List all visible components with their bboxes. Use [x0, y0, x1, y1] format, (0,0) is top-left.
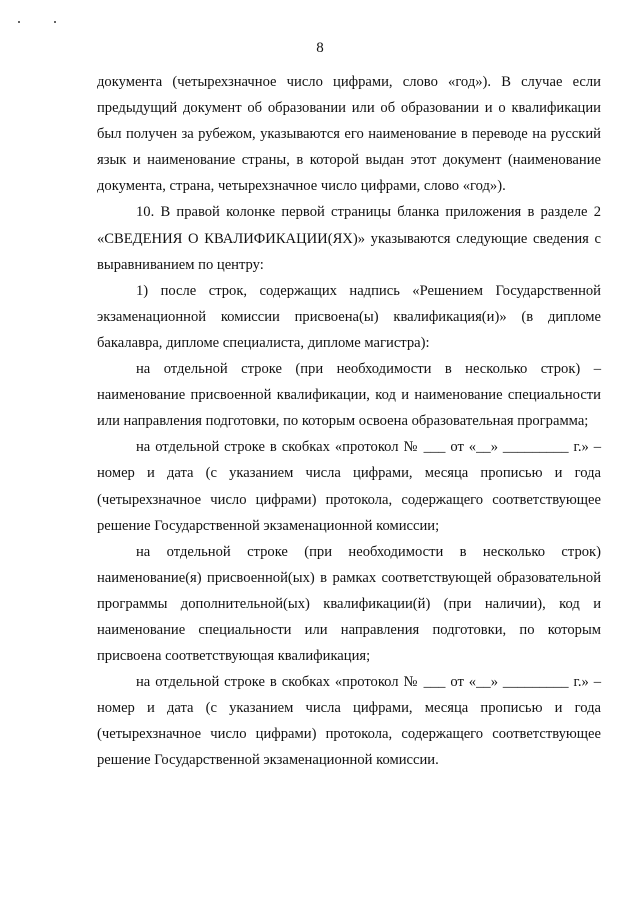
paragraph-additional-qualification-line: на отдельной строке (при необходимости в несколько строк) наименование(я) присвоенной(ых) в рамках соответствующей образовательной программы дополнительной(ых) квалификации(й) (при наличии), код и наименование специальности или направления подготовки, по которым присвоена соответствующая квалификация;	[97, 543, 601, 665]
page-number: 8	[316, 40, 324, 56]
paragraph-item-10: 10. В правой колонке первой страницы бланка приложения в разделе 2 «СВЕДЕНИЯ О КВАЛИФИКАЦИИ(ЯХ)» указываются следующие сведения с выравниванием по центру:	[97, 204, 601, 273]
paragraph-continuation: документа (четырехзначное число цифрами, слово «год»). В случае если предыдущий документ об образовании или об образовании и о квалификации был получен за рубежом, указываются его наименование в переводе на русский язык и наименование страны, в которой выдан этот документ (наименование документа, страна, четырехзначное число цифрами, слово «год»).	[97, 74, 601, 195]
paragraph-qualification-line: на отдельной строке (при необходимости в несколько строк) – наименование присвоенной квалификации, код и наименование специальности или направления подготовки, по которым освоена образовательная программа;	[97, 361, 601, 430]
paragraph-additional-protocol-line: на отдельной строке в скобках «протокол № ___ от «__» _________ г.» – номер и дата (с указанием числа цифрами, месяца прописью и года (четырехзначное число цифрами) протокола, содержащего соответствующее решение Государственной экзаменационной комиссии.	[97, 674, 601, 769]
scan-artifact-dot	[18, 21, 20, 23]
paragraph-protocol-line: на отдельной строке в скобках «протокол № ___ от «__» _________ г.» – номер и дата (с указанием числа цифрами, месяца прописью и года (четырехзначное число цифрами) протокола, содержащего соответствующее решение Государственной экзаменационной комиссии;	[97, 439, 601, 534]
paragraph-subitem-1: 1) после строк, содержащих надпись «Решением Государственной экзаменационной комиссии присвоена(ы) квалификация(и)» (в дипломе бакалавра, дипломе специалиста, дипломе магистра):	[97, 282, 601, 351]
document-body	[97, 69, 601, 774]
scan-artifact-dot	[54, 21, 56, 23]
